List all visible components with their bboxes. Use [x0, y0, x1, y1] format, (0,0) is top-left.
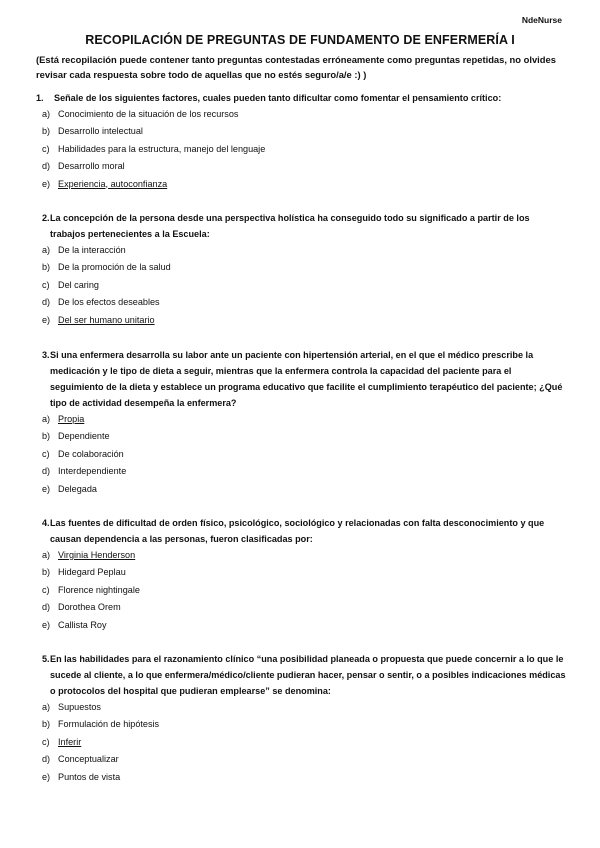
option-c: c) Del caring — [42, 279, 99, 290]
option-d: d) Conceptualizar — [42, 754, 119, 765]
question-prompt: La concepción de la persona desde una perspectiva holística ha conseguido todo su significado a partir de los trabajos pertenecientes a la Escuela: — [50, 213, 530, 239]
question-number: 1. — [36, 93, 44, 103]
option-b: b) De la promoción de la salud — [42, 262, 171, 273]
option-b: b) Formulación de hipótesis — [42, 719, 160, 730]
option-d: d) De los efectos deseables — [42, 297, 160, 308]
option-e: e) Puntos de vista — [42, 771, 121, 782]
question-5 — [36, 651, 566, 786]
page-title: RECOPILACIÓN DE PREGUNTAS DE FUNDAMENTO DE ENFERMERÍA I — [85, 33, 515, 47]
question-prompt: Las fuentes de dificultad de orden físico, psicológico, sociológico y relacionadas con falta desconocimiento y que causan dependencia a las personas, fueron clasificadas por: — [50, 518, 545, 544]
question-3 — [36, 347, 566, 498]
option-e-correct-answer: e) Del ser humano unitario — [42, 314, 155, 325]
option-a: a) De la interacción — [42, 245, 126, 255]
question-number: 5. — [42, 654, 50, 664]
option-c: c) Habilidades para la estructura, manejo del lenguaje — [42, 143, 266, 154]
option-c: c) Florence nightingale — [42, 584, 140, 595]
option-a-correct-answer: a) Virginia Henderson — [42, 550, 136, 560]
option-b: b) Hidegard Peplau — [42, 567, 126, 578]
option-a: a) Supuestos — [42, 702, 101, 712]
question-4 — [36, 515, 566, 634]
option-a: a) Conocimiento de la situación de los recursos — [42, 109, 239, 119]
option-c-correct-answer: c) Inferir — [42, 736, 82, 747]
question-number: 2. — [42, 213, 50, 223]
question-text — [36, 90, 566, 106]
question-number: 3. — [42, 350, 50, 360]
option-b: b) Dependiente — [42, 431, 110, 442]
option-d: d) Interdependiente — [42, 466, 127, 477]
option-a-correct-answer: a) Propia — [42, 414, 85, 424]
question-2 — [36, 210, 566, 329]
intro-note: (Está recopilación puede contener tanto preguntas contestadas erróneamente como preguntas repetidas, no olvides revisar cada respuesta sobre todo de aquellas que no estés seguro/a/e :) ) — [36, 54, 556, 80]
option-d: d) Dorothea Orem — [42, 602, 121, 613]
question-text — [36, 210, 566, 242]
option-e-correct-answer: e) Experiencia, autoconfianza — [42, 178, 168, 189]
question-text — [36, 347, 566, 411]
option-d: d) Desarrollo moral — [42, 161, 125, 172]
question-1 — [36, 90, 566, 193]
question-prompt: Señale de los siguientes factores, cuales pueden tanto dificultar como fomentar el pensamiento crítico: — [54, 93, 502, 103]
question-prompt: Si una enfermera desarrolla su labor ante un paciente con hipertensión arterial, en el que el médico prescribe la medicación y le tipo de dieta a seguir, mientras que la enfermera controla la capacidad del paciente para el seguimiento de la dieta y establece un programa educativo que facilite el cumplimiento terapéutico del paciente; ¿Qué tipo de actividad desempeña la enfermera? — [50, 350, 563, 408]
option-c: c) De colaboración — [42, 448, 124, 459]
option-e: e) Callista Roy — [42, 619, 107, 630]
question-text — [36, 651, 566, 699]
question-text — [36, 515, 566, 547]
option-e: e) Delegada — [42, 483, 97, 494]
option-b: b) Desarrollo intelectual — [42, 126, 143, 137]
question-number: 4. — [42, 518, 50, 528]
brand-label: NdeNurse — [521, 15, 562, 25]
question-prompt: En las habilidades para el razonamiento clínico “una posibilidad planeada o propuesta que puede concernir a lo que le sucede al cliente, a lo que enfermera/médico/cliente pudieran hacer, pensar o sentir, o a posibles indicaciones médicas o protocolos del hospital que pudieran emplearse” se denomina: — [50, 654, 566, 696]
